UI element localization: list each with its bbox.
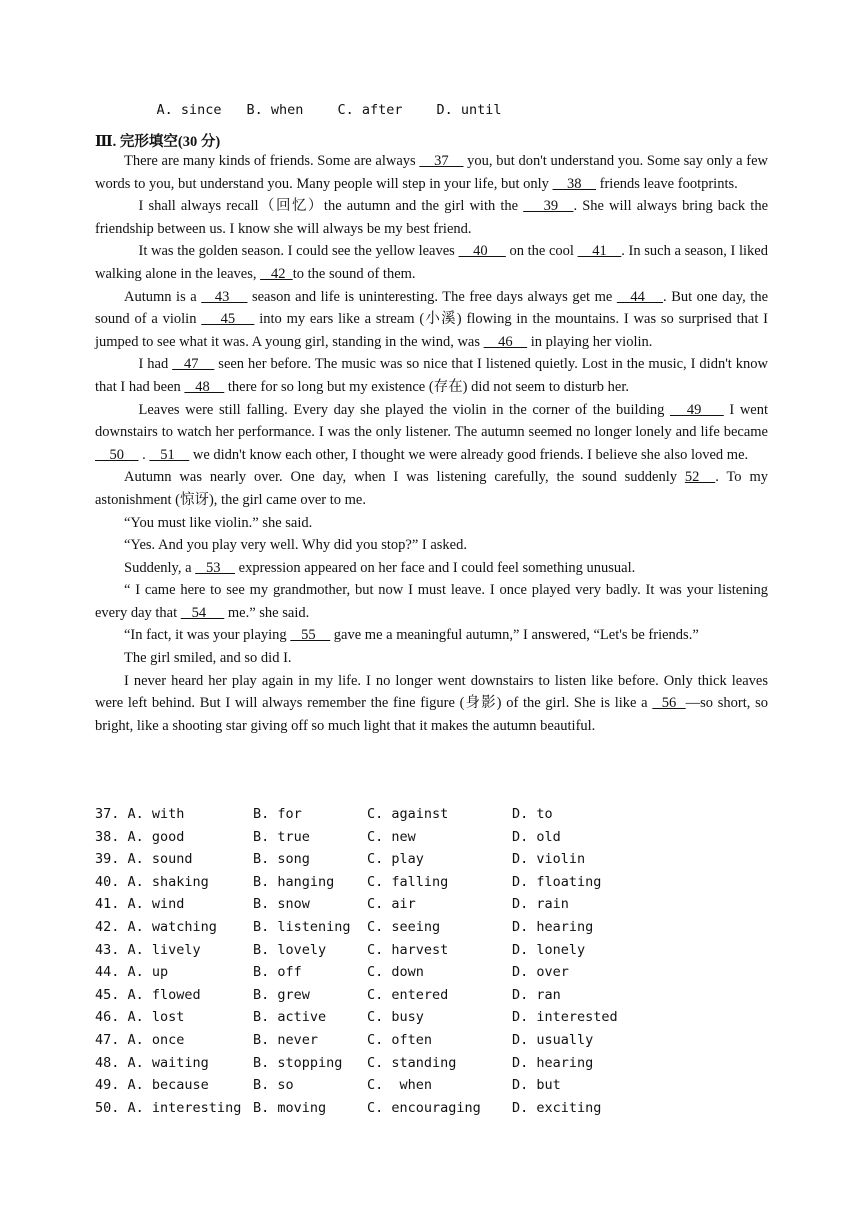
option-row — [95, 1074, 795, 1097]
blank-number: 51 — [149, 446, 190, 463]
option-row — [95, 984, 795, 1007]
option-a-text: A. watching — [127, 918, 217, 935]
blank-number: 52 — [684, 469, 716, 486]
blank-number: 49 — [669, 401, 724, 418]
option-c: C. air — [367, 896, 416, 913]
option-a — [95, 984, 253, 1007]
passage-paragraph — [95, 353, 768, 398]
passage-text: “You must like violin.” she said. — [124, 514, 313, 531]
question-number: 49. — [95, 1077, 120, 1094]
passage-text: . — [138, 446, 150, 463]
blank-number: 43 — [201, 288, 248, 305]
blank-number: 54 — [180, 604, 225, 621]
option-b: B. listening — [253, 918, 351, 935]
passage-text: It was the golden season. I could see the yellow leaves — [138, 243, 459, 260]
option-b: B. active — [253, 1009, 327, 1026]
blank-number: 42 — [260, 265, 293, 282]
option-c: C. entered — [367, 986, 449, 1003]
passage-paragraph — [95, 399, 768, 467]
answer-options-list — [95, 803, 795, 1119]
blank-number: 45 — [201, 311, 255, 328]
option-row — [95, 961, 795, 984]
passage-text: in playing her violin. — [527, 333, 653, 350]
option-c: C. often — [367, 1031, 433, 1048]
option-a — [95, 916, 253, 939]
option-c: C. encouraging — [367, 1099, 481, 1116]
question-number: 50. — [95, 1099, 120, 1116]
option-c: C. when — [367, 1077, 433, 1094]
option-d: D. hearing — [512, 1054, 594, 1071]
option-d: D. interested — [512, 1009, 618, 1026]
question-number: 44. — [95, 964, 120, 981]
passage-text: . But one day, the sound of a violin — [95, 288, 769, 328]
passage-text: gave me a meaningful autumn,” I answered, “Let's be friends.” — [330, 627, 699, 644]
passage-paragraph — [95, 670, 768, 738]
option-d: D. usually — [512, 1031, 594, 1048]
question-number: 40. — [95, 873, 120, 890]
option-a-text: A. wind — [127, 896, 185, 913]
option-b: B. song — [253, 851, 310, 868]
passage-text: . In such a season, I liked walking alone in the leaves, — [95, 243, 768, 282]
passage-text: Autumn was nearly over. One day, when I was listening carefully, the sound suddenly — [124, 469, 685, 486]
option-a — [95, 1029, 253, 1052]
option-b: B. snow — [253, 896, 310, 913]
blank-number: 39 — [523, 198, 574, 215]
blank-number: 50 — [95, 446, 139, 463]
passage-text: I had — [138, 356, 173, 373]
option-b: B. so — [253, 1077, 294, 1094]
option-row — [95, 916, 795, 939]
option-a — [95, 893, 253, 916]
passage-text: me.” she said. — [224, 604, 310, 621]
blank-number: 55 — [290, 627, 331, 644]
passage-text: . To my astonishment (惊讶), the girl came over to me. — [95, 469, 768, 508]
blank-number: 41 — [577, 243, 622, 260]
option-a: A. since — [156, 102, 222, 118]
option-b: B. stopping — [253, 1054, 343, 1071]
option-d: D. to — [512, 806, 553, 822]
passage-text: Suddenly, a — [124, 559, 196, 576]
option-a-text: A. flowed — [127, 986, 201, 1003]
option-b: B. grew — [253, 986, 310, 1003]
question-number: 37. — [95, 806, 120, 822]
question-number: 42. — [95, 918, 120, 935]
option-c: C. against — [367, 806, 449, 822]
passage-text: There are many kinds of friends. Some are always — [124, 153, 420, 169]
option-b: B. moving — [253, 1099, 327, 1116]
previous-question-options — [124, 86, 502, 134]
option-a — [95, 826, 253, 849]
option-a-text: A. once — [127, 1031, 185, 1048]
passage-paragraph — [95, 557, 768, 580]
option-b: B. never — [253, 1031, 319, 1048]
passage-text: friends leave footprints. — [596, 175, 738, 192]
option-b: B. true — [253, 828, 310, 845]
passage-paragraph — [95, 534, 768, 557]
question-number: 48. — [95, 1054, 120, 1071]
passage-text: into my ears like a stream (小溪) flowing in the mountains. I was so surprised that I jumped to see what it was. A young girl, standing in the wind, was — [95, 311, 768, 350]
passage-text: —so short, so bright, like a shooting star giving off so much light that it makes the autumn beautiful. — [95, 695, 768, 734]
option-d: D. but — [512, 1077, 561, 1094]
option-row — [95, 803, 795, 826]
option-a — [95, 803, 253, 826]
option-b: B. off — [253, 964, 302, 981]
option-a-text: A. shaking — [127, 873, 209, 890]
passage-text: on the cool — [505, 243, 578, 260]
option-c: C. play — [367, 851, 424, 868]
option-c: C. new — [367, 828, 416, 845]
cloze-passage — [95, 150, 768, 737]
blank-number: 53 — [195, 559, 236, 576]
option-a — [95, 871, 253, 894]
option-a-text: A. with — [127, 806, 185, 822]
option-a-text: A. up — [127, 964, 169, 981]
blank-number: 46 — [483, 333, 528, 350]
option-a — [95, 848, 253, 871]
passage-paragraph — [95, 466, 768, 511]
option-a-text: A. lively — [127, 941, 201, 958]
option-d: D. until — [436, 102, 502, 118]
option-a-text: A. sound — [127, 851, 193, 868]
option-c: C. busy — [367, 1009, 424, 1026]
passage-paragraph — [95, 579, 768, 624]
option-a-text: A. because — [127, 1077, 209, 1094]
option-a-text: A. interesting — [127, 1099, 242, 1116]
passage-text: “ I came here to see my grandmother, but now I must leave. I once played very badly. It was your listening every day that — [95, 582, 768, 621]
option-row — [95, 1006, 795, 1029]
passage-text: season and life is uninteresting. The free days always get me — [247, 288, 617, 305]
passage-paragraph — [95, 647, 768, 670]
passage-text: you, but don't understand you. Some say only a few words to you, but understand you. Many people will step in your life, but only — [95, 153, 769, 192]
passage-text: there for so long but my existence (存在) did not seem to disturb her. — [224, 378, 629, 395]
option-row — [95, 1029, 795, 1052]
option-a — [95, 939, 253, 962]
option-c: C. standing — [367, 1054, 457, 1071]
blank-number: 37 — [419, 153, 464, 169]
option-a — [95, 1097, 253, 1120]
section-title: Ⅲ. 完形填空(30 分) — [95, 134, 221, 150]
blank-number: 48 — [184, 378, 225, 395]
option-b: B. hanging — [253, 873, 335, 890]
passage-text: expression appeared on her face and I could feel something unusual. — [235, 559, 636, 576]
passage-text: Leaves were still falling. Every day she played the violin in the corner of the building — [138, 401, 670, 418]
option-d: D. floating — [512, 873, 602, 890]
passage-text: I never heard her play again in my life. I no longer went downstairs to listen like before. Only thick leaves were left behind. But I will always remember the fine figure (身影) of the girl. She is like a — [95, 672, 768, 712]
passage-paragraph — [95, 195, 768, 240]
question-number: 46. — [95, 1009, 120, 1026]
option-c: C. falling — [367, 873, 449, 890]
passage-paragraph — [95, 150, 768, 195]
option-d: D. over — [512, 964, 569, 981]
option-d: D. ran — [512, 986, 561, 1003]
passage-text: seen her before. The music was so nice that I listened quietly. Lost in the music, I didn't know that I had been — [95, 356, 769, 395]
blank-number: 56 — [652, 695, 686, 712]
option-row — [95, 939, 795, 962]
passage-text: . She will always bring back the friendship between us. I know she will always be my best friend. — [95, 198, 768, 237]
option-row — [95, 1052, 795, 1075]
passage-text: Autumn is a — [124, 288, 202, 305]
passage-text: The girl smiled, and so did I. — [124, 650, 292, 667]
passage-paragraph — [95, 624, 768, 647]
blank-number: 40 — [458, 243, 506, 260]
option-c: C. seeing — [367, 918, 441, 935]
blank-number: 44 — [616, 288, 664, 305]
option-c: C. after — [337, 102, 403, 118]
passage-text: we didn't know each other, I thought we were already good friends. I believe she also loved me. — [189, 446, 749, 463]
passage-paragraph — [95, 286, 768, 354]
option-a — [95, 1006, 253, 1029]
option-row — [95, 826, 795, 849]
passage-text: “Yes. And you play very well. Why did you stop?” I asked. — [124, 537, 467, 554]
option-row — [95, 1097, 795, 1120]
blank-number: 47 — [172, 356, 215, 373]
option-d: D. hearing — [512, 918, 594, 935]
option-c: C. down — [367, 964, 424, 981]
passage-paragraph — [95, 240, 768, 285]
option-a — [95, 1074, 253, 1097]
option-d: D. lonely — [512, 941, 586, 958]
question-number: 38. — [95, 828, 120, 845]
option-row — [95, 893, 795, 916]
question-number: 41. — [95, 896, 120, 913]
option-b: B. for — [253, 806, 302, 822]
question-number: 47. — [95, 1031, 120, 1048]
question-number: 45. — [95, 986, 120, 1003]
question-number: 39. — [95, 851, 120, 868]
option-a-text: A. good — [127, 828, 185, 845]
passage-text: I shall always recall（回忆）the autumn and the girl with the — [138, 198, 524, 215]
option-a — [95, 1052, 253, 1075]
option-a-text: A. waiting — [127, 1054, 209, 1071]
option-d: D. old — [512, 828, 561, 845]
option-d: D. violin — [512, 851, 586, 868]
option-d: D. rain — [512, 896, 569, 913]
passage-text: I went downstairs to watch her performance. I was the only listener. The autumn seemed no longer lonely and life became — [95, 401, 769, 441]
question-number: 43. — [95, 941, 120, 958]
option-row — [95, 848, 795, 871]
option-a — [95, 961, 253, 984]
blank-number: 38 — [552, 175, 597, 192]
option-c: C. harvest — [367, 941, 449, 958]
passage-text: “In fact, it was your playing — [124, 627, 291, 644]
passage-paragraph — [95, 512, 768, 535]
option-d: D. exciting — [512, 1099, 602, 1116]
option-b: B. lovely — [253, 941, 327, 958]
passage-text: to the sound of them. — [292, 265, 416, 282]
option-b: B. when — [246, 102, 304, 118]
option-row — [95, 871, 795, 894]
option-a-text: A. lost — [127, 1009, 185, 1026]
